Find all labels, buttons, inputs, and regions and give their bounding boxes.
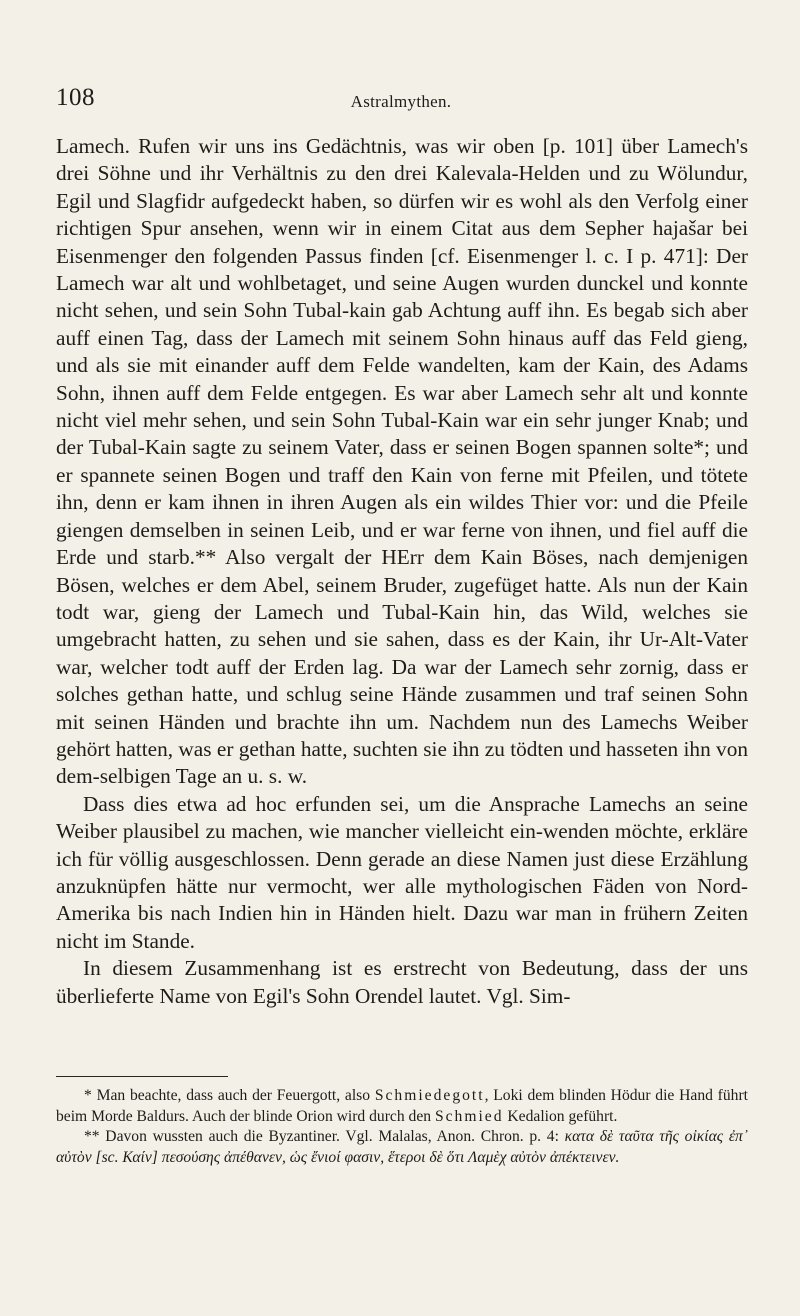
footnotes [56,1086,748,1168]
footnote-rule [56,1076,228,1077]
running-head: Astralmythen. [350,92,452,111]
page-header [56,84,746,124]
page-number: 108 [56,84,95,111]
footnote-1-spaced-a: Schmiedegott [374,1087,485,1104]
footnote-2-greek: κατα δὲ ταῦτα τῆς οἰκίας ἐπ᾽ αὐτὸν [sc. Καίν] πεσούσης ἀπέθανεν, ὡς ἔνιοί φασιν, ἕτεροι δὲ ὅτι Λαμὲχ αὐτὸν ἀπέκτεινεν. [56,1128,749,1166]
footnote-1 [56,1086,748,1127]
footnote-1-spaced-b: Schmied [434,1107,504,1125]
paragraph-2: Dass dies etwa ad hoc erfunden sei, um die Ansprache Lamechs an seine Weiber plausibel zu machen, wie mancher vielleicht ein-wenden möchte, erkläre ich für völlig ausgeschlossen. Denn gerade an diese Namen just diese Erzählung anzuknüpfen hätte nur vermocht, wer alle mythologischen Fäden von Nord-Amerika bis nach Indien hin in Händen hielt. Dazu war man in frühern Zeiten nicht im Stande. [56,791,748,953]
footnote-1-text-c: Kedalion geführt. [503,1107,618,1125]
footnote-1-text-b: , Loki dem blinden Hödur die Hand führt beim Morde Baldurs. Auch der blinde Orion wird durch den [56,1087,748,1125]
footnote-1-text-a: * Man beachte, dass auch der Feuergott, also [84,1087,375,1104]
paragraph-3: In diesem Zusammenhang ist es erstrecht von Bedeutung, dass der uns überlieferte Name von Egil's Sohn Orendel lautet. Vgl. Sim- [56,956,748,1008]
main-text [56,133,748,1010]
paragraph-1: Lamech. Rufen wir uns ins Gedächtnis, was wir oben [p. 101] über Lamech's drei Söhne und ihr Verhältnis zu den drei Kalevala-Helden und zu Wölundur, Egil und Slagfidr aufgedeckt haben, so dürfen wir es wohl als den Verfolg einer richtigen Spur ansehen, wenn wir in einem Citat aus dem Sepher hajašar bei Eisenmenger den folgenden Passus finden [cf. Eisenmenger l. c. I p. 471]: Der Lamech war alt und wohlbetaget, und seine Augen wurden dunckel und konnte nicht sehen, und sein Sohn Tubal-kain gab Achtung auff ihn. Es begab sich aber auff einen Tag, dass der Lamech mit seinem Sohn hinaus auff das Feld gieng, und als sie mit einander auff dem Felde wandelten, kam der Kain, des Adams Sohn, ihnen auff dem Felde entgegen. Es war aber Lamech sehr alt und konnte nicht viel mehr sehen, und sein Sohn Tubal-Kain war ein sehr junger Knab; und der Tubal-Kain sagte zu seinem Vater, dass er seinen Bogen spannen solte*; und er spannete seinen Bogen und traff den Kain von ferne mit Pfeilen, und tötete ihn, denn er kam ihnen in ihren Augen als ein wildes Thier vor: und die Pfeile giengen demselben in seinen Leib, und er war ferne von ihnen, und fiel auff die Erde und starb.** Also vergalt der HErr dem Kain Böses, nach demjenigen Bösen, welches er dem Abel, seinem Bruder, zugefüget hatte. Als nun der Kain todt war, gieng der Lamech und Tubal-Kain hin, das Wild, welches sie umgebracht hatten, zu sehen und sie sahen, dass es der Kain, ihr Ur-Alt-Vater war, welcher todt auff der Erden lag. Da war der Lamech sehr zornig, dass er solches gethan hatte, und schlug seine Hände zusammen und traf seinen Sohn mit seinen Händen und brachte ihn um. Nachdem nun des Lamechs Weiber gehört hatten, was er gethan hatte, suchten sie ihn zu tödten und hasseten ihn von dem-selbigen Tage an u. s. w. [56,134,748,789]
footnote-2-latin: ** Davon wussten auch die Byzantiner. Vgl. Malalas, Anon. Chron. p. 4: [84,1128,559,1146]
footnote-2 [56,1127,748,1168]
